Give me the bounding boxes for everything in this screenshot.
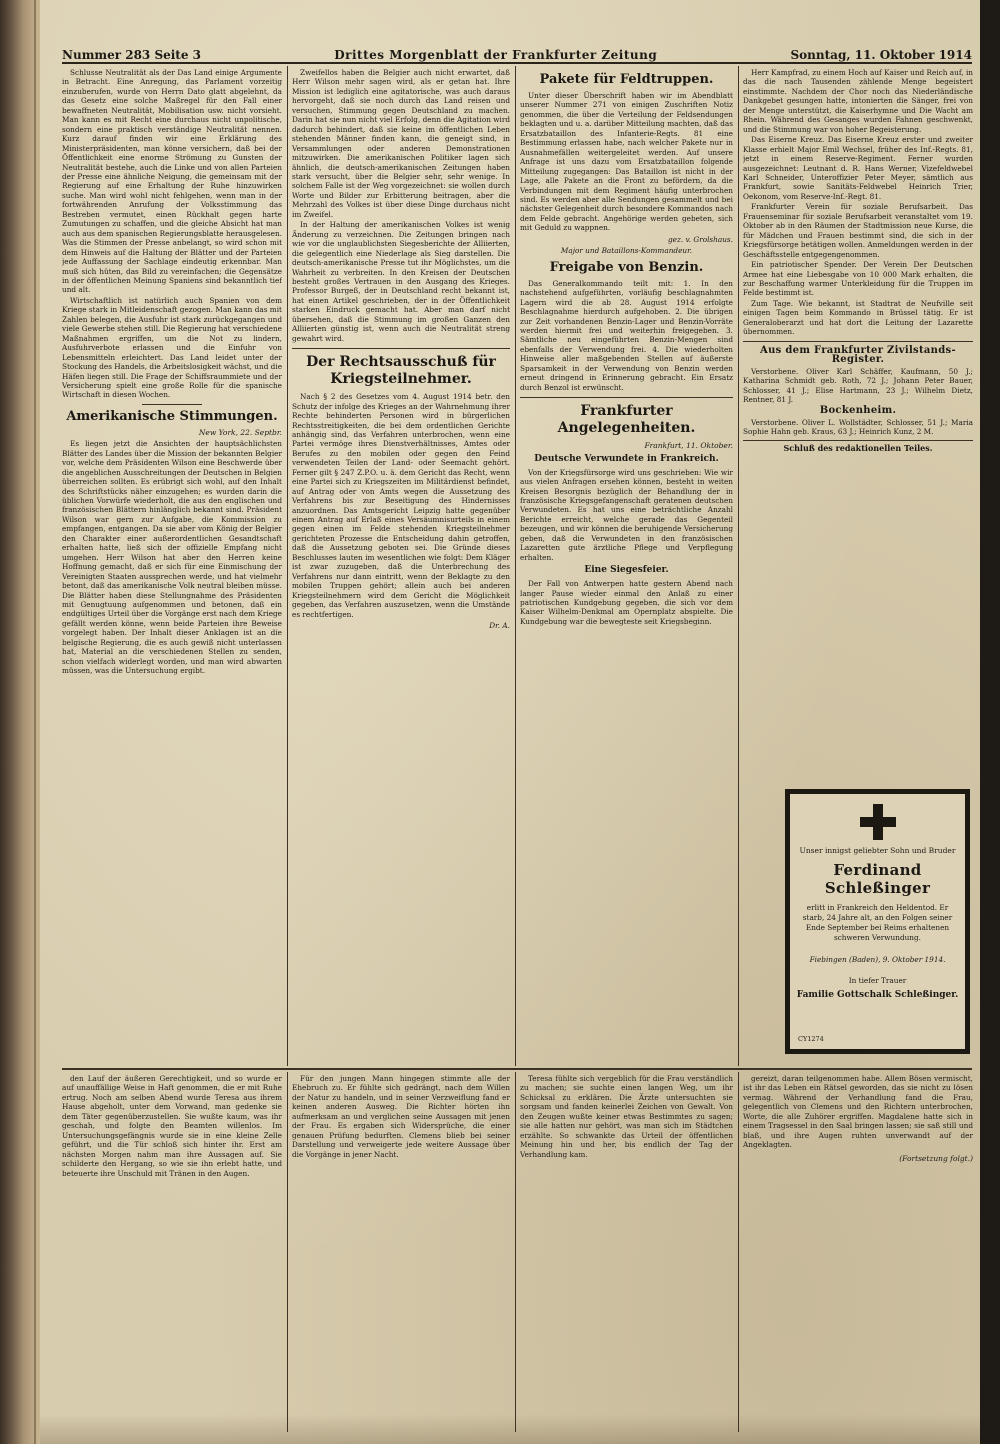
serial-text: gereizt, daran teilgenommen habe. Allem Bösen vermischt, ist ihr das Leben ein Rätsel geworden, das sie nicht zu lösen vermag. Während der Verhandlung fand die Frau, gelegentlich von Clemens und den Richtern unterbrochen, Worte, die alle Zuhörer ergriffen. Magdalene hatte sich in einem Tragsessel in den Saal bringen lassen; sie saß still und blaß, und ihre Augen ruhten unverwandt auf der Angeklagten. [743, 1074, 973, 1150]
column-3 [520, 68, 733, 1066]
column-2 [292, 68, 510, 1066]
article-subheadline: Deutsche Verwundete in Frankreich. [534, 453, 719, 464]
article-headline: Amerikanische Stimmungen. [66, 408, 278, 424]
to-be-continued: (Fortsetzung folgt.) [899, 1153, 973, 1163]
masthead-date: Sonntag, 11. Oktober 1914 [790, 48, 972, 62]
news-item: Frankfurter Verein für soziale Berufsarbeit. Das Frauenseminar für soziale Berufsarbeit veranstaltet vom 19. Oktober ab in den Räumen der Stadtmission neue Kurse, die für Mädchen und Frauen bestimmt sind, die sich in der Kriegsfürsorge betätigen wollen. Anmeldungen werden in der Geschäftsstelle entgegengenommen. [743, 202, 973, 259]
end-of-editorial-notice: Schluß des redaktionellen Teiles. [783, 442, 933, 453]
article-text: Unter dieser Überschrift haben wir im Abendblatt unserer Nummer 271 von einigen Zuschriften Notiz genommen, die über die Verteilung der Feldsendungen beklagten und u. a. darüber Mitteilung machten, daß das Ersatzbataillon des Infanterie-Regts. 81 eine Bestimmung erlassen habe, nach welcher Pakete nur in Ausnahmefällen weitergeleitet werden. Auf unsere Anfrage ist uns dazu vom Ersatzbataillon folgende Mitteilung zugegangen: Das Bataillon ist nicht in der Lage, alle Pakete an die Front zu befördern, da die Verbindungen mit dem Regiment häufig unterbrochen sind. Es werden aber alle Sendungen gesammelt und bei nächster Gelegenheit durch besondere Kommandos nach dem Felde gebracht. Angehörige werden gebeten, sich mit Geduld zu wappnen. [520, 91, 733, 233]
book-binding [0, 0, 40, 1444]
separator [292, 348, 510, 349]
serial-text: den Lauf der äußeren Gerechtigkeit, und so wurde er auf unauffällige Weise in Haft genommen, die er mit Ruhe ertrug. Noch am selben Abend wurde Teresa aus ihrem Hause abgeholt, unter dem Vorwand, man gedenke sie dem Täter gegenüberzustellen. Sie wußte kaum, was ihr geschah, und folgte den Beamten willenlos. Im Untersuchungsgefängnis wurde sie in eine kleine Zelle geführt, und die Tür schloß sich hinter ihr. Erst am nächsten Morgen nahm man ihre Aussagen auf. Sie schilderte den Hergang, so wie sie ihn erlebt hatte, und beteuerte ihre Unschuld mit Tränen in den Augen. [62, 1074, 282, 1178]
article-headline: Freigabe von Benzin. [549, 259, 704, 275]
feuilleton-column-2 [292, 1074, 510, 1434]
obituary-notice [785, 789, 970, 1054]
article-text: Herr Kampfrad, zu einem Hoch auf Kaiser und Reich auf, in das die nach Tausenden zählende Menge begeistert einstimmte. Nachdem der Chor noch das Niederländische Dankgebet gesungen hatte, intonierten die Sänger, frei von der Menge unterstützt, die Kaiserhymne und Die Wacht am Rhein. Während des Gesanges wurden Fahnen geschwenkt, und die Stimmung war von hoher Begeisterung. [743, 68, 973, 134]
article-text: Von der Kriegsfürsorge wird uns geschrieben: Wie wir aus vielen Anfragen ersehen können, besteht in weiten Kreisen Besorgnis bezüglich der Behandlung der in französische Kriegsgefangenschaft geratenen deutschen Verwundeten. Es hat uns eine beträchtliche Anzahl Berichte erreicht, welche gerade das Gegenteil bezeugen, und wir können die beruhigende Versicherung geben, daß die Verwundeten in den französischen Lazaretten gute ärztliche Pflege und Verpflegung erhalten. [520, 467, 733, 562]
page-shadow [40, 1414, 980, 1444]
news-item: Ein patriotischer Spender. Der Verein Der Deutschen Armee hat eine Liebesgabe von 10 000 Mark erhalten, die zur Beschaffung warmer Unterkleidung für die Truppen im Felde bestimmt ist. [743, 260, 973, 298]
masthead [62, 42, 972, 64]
adjacent-page-edge [980, 0, 1000, 1444]
iron-cross-icon [858, 802, 898, 842]
feuilleton-rule [62, 1068, 972, 1070]
signature-rank: Major und Bataillons-Kommandeur. [560, 246, 693, 256]
news-item: Das Eiserne Kreuz. Das Eiserne Kreuz erster und zweiter Klasse erhielt Major Emil Wechsel, früher des Inf.-Regts. 81, jetzt in einem Reserve-Regiment. Ferner wurden ausgezeichnet: Leutnant d. R. Hans Werner, Vizefeldwebel Karl Schneider, Unteroffizier Peter Meyer, sämtlich aus Frankfurt, sowie Sanitäts-Feldwebel Heinrich Trier, Oekonom, vom Reserve-Inf.-Regt. 81. [743, 135, 973, 201]
serial-text: Teresa fühlte sich vergeblich für die Frau verständlich zu machen; sie suchte einen langen Weg, um ihr Schicksal zu erklären. Die Ärzte untersuchten sie sorgsam und fanden keinerlei Zeichen von Gewalt. Von den Zeugen wußte keiner etwas Bestimmtes zu sagen; sie alle hatten nur gehört, was man sich im Städtchen erzählte. So schwankte das Urteil der öffentlichen Meinung hin und her, bis endlich der Tag der Verhandlung kam. [520, 1074, 733, 1159]
masthead-paper-title: Drittes Morgenblatt der Frankfurter Zeitung [334, 48, 658, 62]
feuilleton-column-1 [62, 1074, 282, 1434]
binding-edge [34, 0, 36, 1444]
obituary-intro: Unser innigst geliebter Sohn und Bruder [799, 846, 956, 855]
register-headline: Aus dem Frankfurter Zivilstands-Register. [760, 344, 956, 366]
article-text: Der Fall von Antwerpen hatte gestern Abend nach langer Pause wieder einmal den Anlaß zu einer patriotischen Kundgebung gegeben, die sich vor dem Kaiser Wilhelm-Denkmal am Opernplatz abspielte. Die Kundgebung war die bewegteste seit Kriegsbeginn. [520, 579, 733, 626]
signature: gez. v. Grolshaus. [668, 234, 733, 244]
separator [743, 440, 973, 441]
article-text: Zweifellos haben die Belgier auch nicht erwartet, daß Herr Wilson mehr sagen wird, als er getan hat. Ihre Mission ist lediglich eine agitatorische, was auch daraus hervorgeht, daß sie noch durch das Land reisen und versuchen, Stimmung gegen Deutschland zu machen. Darin hat sie nun nicht viel Erfolg, denn die Agitation wird dadurch behindert, daß sie keine im öffentlichen Leben stehenden Männer finden kann, die geneigt sind, in Versammlungen oder anderen Demonstrationen mitzuwirken. Die amerikanischen Politiker lagen sich ähnlich, die deutsch-amerikanischen Zeitungen haben stark versucht, über die Belgier sehr, sehr wenige. In solchem Falle ist der Weg vorgezeichnet: sie wollen durch Worte und Bilder zur Erbitterung beitragen, aber die Mehrzahl des Volkes ist über diese Dinge durchaus nicht im Zweifel. [292, 68, 510, 219]
article-headline: Der Rechtsausschuß für Kriegsteilnehmer. [306, 354, 496, 388]
obituary-family: Familie Gottschalk Schleßinger. [796, 990, 959, 1000]
article-text: Das Generalkommando teilt mit: 1. In den nachstehend aufgeführten, vorläufig beschlagnahmten Lagern wird die ab 28. August 1914 erfolgte Beschlagnahme hierdurch aufgehoben. 2. Die übrigen zur Zeit vorhandenen Benzin-Lager und Benzin-Vorräte werden hiermit frei und weiterhin freigegeben. 3. Sämtliche neu eingeführten Benzin-Mengen sind ebenfalls der Verwendung frei. 4. Die wiederholten Hinweise aller maßgebenden Stellen auf äußerste Sparsamkeit in der Verwendung von Benzin werden erneut dringend in Erinnerung gebracht. Ein Ersatz durch Benzol ist erwünscht. [520, 278, 733, 392]
dateline: Frankfurt, 11. Oktober. [644, 441, 733, 451]
obituary-mourning: In tiefer Trauer [848, 976, 907, 985]
article-text: Schlusse Neutralität als der Das Land einige Argumente in Betracht. Eine Anregung, das Parlament vorzeitig einzuberufen, wurde von Herrn Dato glatt abgelehnt, da das Gesetz eine solche Maßregel für den Fall einer bewaffneten Neutralität, Mobilisation usw. nicht vorsieht. Man kann es mit Recht eine durchaus nicht unpolitische, sondern eine praktisch verständige Neutralität nennen. Kurz darauf finden wir eine Erklärung des Ministerpräsidenten, man könne versichern, daß bei der Öffentlichkeit eine enorme Strömung zu Gunsten der Neutralität bestehe, auch die Linke und von allen Parteien der Presse eine ähnliche Neigung, die gemeinsam mit der Regierung auf eine Erhaltung der Ruhe hinzuwirken suche. Man wird wohl nicht fehlgehen, wenn man in der fortwährenden Anrufung der Volksstimmung das Bestreben vermutet, einen Rückhalt gegen harte Zumutungen zu schaffen, und die gleiche Absicht hat man auch aus dem spanischen Regierungsblatte herausgelesen. Was die Stimmen der Presse anbelangt, so wird schon mit dem Hinweis auf die Haltung der Blätter und der Parteien jede Auffassung der Sachlage eindeutig erkennbar. Man muß sich hüten, das Bild zu vereinfachen; die Gegensätze in der öffentlichen Meinung Spaniens sind bekanntlich tief und alt. [62, 68, 282, 295]
column-rule [738, 66, 739, 1066]
separator [142, 404, 202, 405]
signature: Dr. A. [489, 621, 510, 631]
dateline: New York, 22. Septbr. [198, 427, 282, 437]
feuilleton-column-3 [520, 1074, 733, 1434]
section-headline: Frankfurter Angelegenheiten. [557, 403, 696, 437]
article-text: In der Haltung der amerikanischen Volkes ist wenig Änderung zu verzeichnen. Die Zeitungen bringen nach wie vor die unglaublichsten Siegesberichte der Alliierten, die gelegentlich eine Niederlage als Sieg darstellen. Die deutsch-amerikanische Presse tut ihr Möglichstes, um die Wahrheit zu verbreiten. In den Kreisen der Deutschen besteht großes Vertrauen in den Ausgang des Krieges. Professor Burgeß, der in Deutschland recht bekannt ist, hat einen Artikel geschrieben, der in der Öffentlichkeit starken Eindruck gemacht hat. Aber man darf nicht übersehen, daß die Stimmung im großen Ganzen den Alliierten günstig ist, wenn auch die Neutralität streng gewahrt wird. [292, 220, 510, 343]
article-text: Wirtschaftlich ist natürlich auch Spanien von dem Kriege stark in Mitleidenschaft gezogen. Man kann das mit Zahlen belegen, die Ausfuhr ist stark zurückgegangen und viele Gewerbe stehen still. Die Regierung hat verschiedene Maßnahmen ergriffen, um die Not zu lindern, Ausfuhrverbote erlassen und die Einfuhr von Lebensmitteln erleichtert. Das Land leidet unter der Stockung des Handels, die Arbeitslosigkeit wächst, und die Häfen liegen still. Die Frage der Schiffsraummiete und der Versicherung spielt eine große Rolle für die spanische Wirtschaft in diesen Wochen. [62, 295, 282, 400]
newspaper-page [40, 0, 980, 1444]
column-rule [287, 66, 288, 1066]
register-subheadline: Bockenheim. [819, 405, 897, 417]
news-item: Zum Tage. Wie bekannt, ist Stadtrat de Neufville seit einigen Tagen beim Kommando in Brüssel tätig. Er ist Generaloberarzt und hat dort die Leitung der Lazarette übernommen. [743, 298, 973, 337]
column-rule [515, 1072, 516, 1432]
column-rule [738, 1072, 739, 1432]
article-subheadline: Eine Siegesfeier. [584, 565, 669, 576]
article-text: Nach § 2 des Gesetzes vom 4. August 1914 betr. den Schutz der infolge des Krieges an der Wahrnehmung ihrer Rechte behinderten Personen wird in bürgerlichen Rechtsstreitigkeiten, die bei dem ordentlichen Gerichte anhängig sind, das Verfahren unterbrochen, wenn eine Partei vermöge ihres Dienstverhältnisses, Amtes oder Berufes zu den mobilen oder gegen den Feind verwendeten Teilen der Land- oder Seemacht gehört. Ferner gilt § 247 Z.P.O. u. ä. dem Gericht das Recht, wenn eine Partei sich zu Kriegszeiten im Militärdienst befindet, auf Antrag oder von Amts wegen die Aussetzung des Verfahrens bis zur Beseitigung des Hindernisses anzuordnen. Das Amtsgericht Leipzig hatte gegenüber einem Antrag auf Erlaß eines Versäumnisurteils in einem gegen einen im Felde stehenden Kriegsteilnehmer gerichteten Prozesse die Entscheidung dahin getroffen, daß die Aussetzung geboten sei. Die Gründe dieses Beschlusses lauten im wesentlichen wie folgt: Dem Kläger ist zwar zuzugeben, daß die Unterbrechung des Verfahrens nur dann eintritt, wenn der Beklagte zu den mobilen Truppen gehört; allein auch bei anderen Kriegsteilnehmern wird dem Gericht die Möglichkeit gegeben, das Verfahren auszusetzen, wenn die Umstände es rechtfertigen. [292, 392, 510, 619]
article-headline: Pakete für Feldtruppen. [539, 72, 714, 87]
separator [520, 397, 733, 398]
obituary-name: Ferdinand Schleßinger [824, 861, 931, 897]
obituary-place-date: Fiebingen (Baden), 9. Oktober 1914. [809, 955, 946, 964]
separator [743, 341, 973, 342]
register-text: Verstorbene. Oliver Karl Schäffer, Kaufmann, 50 J.; Katharina Schmidt geb. Roth, 72 J.; Johann Peter Bauer, Schlosser, 41 J.; Elise Hartmann, 23 J.; Wilhelm Dietz, Rentner, 81 J. [743, 366, 973, 404]
serial-text: Für den jungen Mann hingegen stimmte alle der Ehebruch zu. Er fühlte sich gedrängt, nach dem Willen der Natur zu handeln, und in seiner Verzweiflung fand er keinen anderen Ausweg. Die Richter hörten ihn aufmerksam an und verglichen seine Aussagen mit jenen der Frau. Es ergaben sich Widersprüche, die einer genauen Prüfung bedurften. Clemens blieb bei seiner Darstellung und verweigerte jede weitere Aussage über die Vorgänge in jener Nacht. [292, 1074, 510, 1159]
column-4 [743, 68, 973, 783]
obituary-body: erlitt in Frankreich den Heldentod. Er starb, 24 Jahre alt, an den Folgen seiner Ende September bei Reims erhaltenen schweren Verwundung. [802, 903, 953, 942]
masthead-page-number: Nummer 283 Seite 3 [62, 48, 202, 62]
article-text: Es liegen jetzt die Ansichten der hauptsächlichsten Blätter des Landes über die Mission der bekannten Belgier vor, welche dem Präsidenten Wilson eine Beschwerde über die angeblichen Ausschreitungen der Deutschen in Belgien überreichen sollten. Es erübrigt sich wohl, auf den Inhalt des Schriftstücks näher einzugehen; es wurden darin die üblichen Vorwürfe wiederholt, die aus den englischen und französischen Blättern hinlänglich bekannt sind. Präsident Wilson war gern zur Aufgabe, die Kommission zu empfangen, entgangen. Da sie aber vom König der Belgier den Charakter einer außerordentlichen Gesandtschaft erhalten hatte, ließ sich der offizielle Empfang nicht umgehen. Herr Wilson hat aber den Herren keine Hoffnung gemacht, daß er sich für eine Einmischung der Vereinigten Staaten aussprechen werde, und hat vielmehr betont, daß das amerikanische Volk neutral bleiben müsse. Die Blätter haben diese Stellungnahme des Präsidenten mit Genugtuung aufgenommen und betonen, daß ein endgültiges Urteil über die Vorgänge erst nach dem Kriege gefällt werden könne, wenn beide Parteien ihre Beweise vorgelegt haben. Der Inhalt dieser Anklagen ist an die belgische Regierung, die es auch gewiß nicht unterlassen hat, Material an die verschiedenen Stellen zu senden, schon vielfach widerlegt worden, und man wird abwarten müssen, was die Untersuchung ergibt. [62, 439, 282, 676]
column-rule [515, 66, 516, 1066]
column-rule [287, 1072, 288, 1432]
feuilleton-column-4 [743, 1074, 973, 1434]
register-text: Verstorbene. Oliver L. Wollstädter, Schlosser, 51 J.; Maria Sophie Hahn geb. Kraus, 63 J.; Heinrich Kunz, 2 M. [743, 417, 973, 437]
column-1 [62, 68, 282, 1066]
ad-code: CY1274 [798, 1035, 824, 1043]
